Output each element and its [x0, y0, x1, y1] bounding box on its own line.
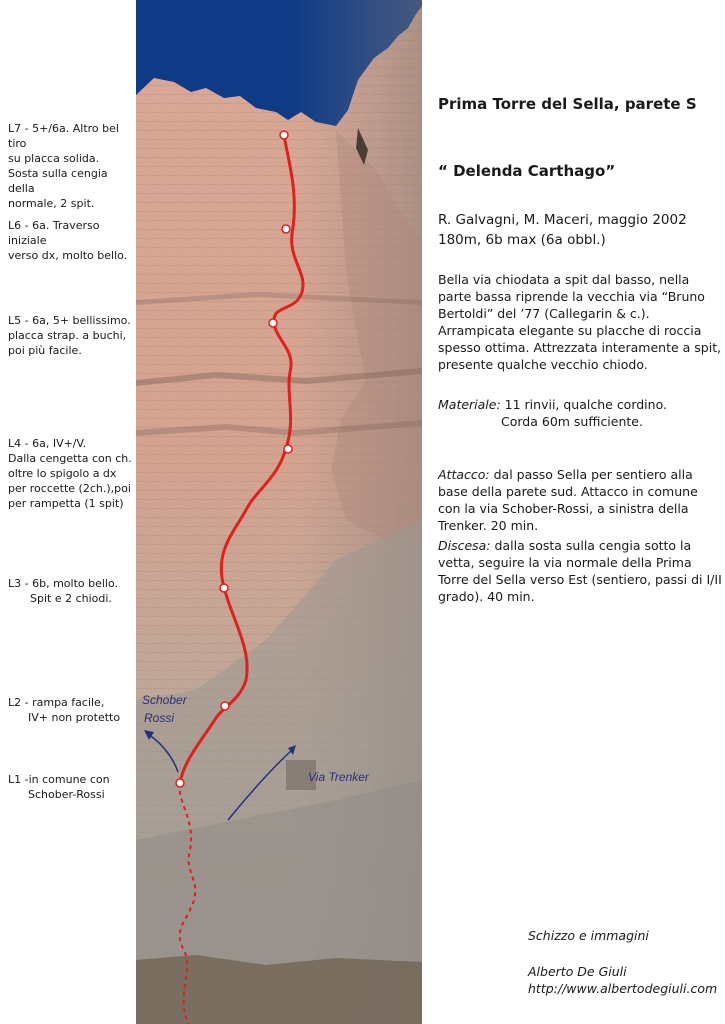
- pitch-l7: [8, 121, 136, 211]
- pitch-l4-line: Dalla cengetta con ch.: [8, 452, 132, 465]
- pitch-l5-line: L5 - 6a, 5+ bellissimo.: [8, 314, 131, 327]
- pitch-l5: [8, 313, 136, 358]
- pitch-l2: [8, 695, 136, 725]
- pitch-l1-line: Schober-Rossi: [28, 788, 105, 801]
- belay-station-l6: [282, 225, 290, 233]
- pitch-l2-line: L2 - rampa facile,: [8, 696, 105, 709]
- pitch-l3-line: Spit e 2 chiodi.: [30, 592, 112, 605]
- route-name: “ Delenda Carthago”: [438, 162, 616, 180]
- pitch-l5-line: poi più facile.: [8, 344, 82, 357]
- pitch-l7-line: normale, 2 spit.: [8, 197, 95, 210]
- materiale-text-2: Corda 60m sufficiente.: [501, 414, 643, 429]
- schober-rossi-label-1: Schober: [142, 693, 187, 707]
- schober-rossi-label-2: Rossi: [144, 711, 175, 725]
- pitch-l4-line: per rampetta (1 spit): [8, 497, 124, 510]
- credit-website[interactable]: http://www.albertodegiuli.com: [528, 981, 718, 996]
- route-authors-block: [438, 210, 722, 250]
- route-topo-drawing: [136, 0, 422, 1024]
- pitch-l6-line: verso dx, molto bello.: [8, 249, 128, 262]
- route-description: Bella via chiodata a spit dal basso, nella parte bassa riprende la vecchia via “Bruno Bertoldi” del ’77 (Callegarin & c.). Arrampicata elegante su placche di roccia spesso ottima. Attrezzata interamente a spit, presente qualche vecchio chiodo.: [438, 272, 722, 372]
- pitch-l4-line: oltre lo spigolo a dx: [8, 467, 117, 480]
- pitch-l4-line: L4 - 6a, IV+/V.: [8, 437, 87, 450]
- belay-station-l3: [220, 584, 228, 592]
- attacco-label: Attacco:: [438, 467, 490, 482]
- pitch-l5-line: placca strap. a buchi,: [8, 329, 127, 342]
- attacco-text: dal passo Sella per sentiero alla base della parete sud. Attacco in comune con la via Schober-Rossi, a sinistra della Trenker. 20 min.: [438, 467, 698, 533]
- pitch-l6: [8, 218, 136, 263]
- rock-face-photo: [136, 0, 422, 1024]
- pitch-l2-line: IV+ non protetto: [28, 711, 121, 724]
- credit-author: Alberto De Giuli: [528, 964, 627, 979]
- trenker-label: Via Trenker: [308, 770, 369, 784]
- discesa-text: dalla sosta sulla cengia sotto la vetta, seguire la via normale della Prima Torre del Sella verso Est (sentiero, passi di I/II grado). 40 min.: [438, 538, 722, 604]
- materiale-block: [438, 396, 722, 430]
- pitch-l6-line: L6 - 6a. Traverso iniziale: [8, 219, 100, 247]
- discesa-block: [438, 537, 722, 605]
- pitch-l3: [8, 576, 136, 606]
- belay-station-l2: [221, 702, 229, 710]
- belay-station-l5: [269, 319, 277, 327]
- page-title: Prima Torre del Sella, parete S: [438, 95, 697, 113]
- pitch-l1-line: L1 -in comune con: [8, 773, 110, 786]
- attacco-block: [438, 466, 722, 534]
- route-grade: 180m, 6b max (6a obbl.): [438, 232, 606, 248]
- route-authors: R. Galvagni, M. Maceri, maggio 2002: [438, 212, 687, 228]
- pitch-l4: [8, 436, 136, 511]
- materiale-label: Materiale:: [438, 397, 501, 412]
- belay-station-l1: [176, 779, 184, 787]
- pitch-l7-line: L7 - 5+/6a. Altro bel tiro: [8, 122, 119, 150]
- belay-station-l4: [284, 445, 292, 453]
- pitch-l4-line: per roccette (2ch.),poi: [8, 482, 131, 495]
- discesa-label: Discesa:: [438, 538, 491, 553]
- pitch-l1: [8, 772, 136, 802]
- pitch-l7-line: su placca solida.: [8, 152, 100, 165]
- materiale-text: 11 rinvii, qualche cordino.: [500, 397, 667, 412]
- pitch-l3-line: L3 - 6b, molto bello.: [8, 577, 118, 590]
- credit-sketch: Schizzo e immagini: [528, 928, 649, 943]
- belay-station-l7: [280, 131, 288, 139]
- pitch-l7-line: Sosta sulla cengia della: [8, 167, 108, 195]
